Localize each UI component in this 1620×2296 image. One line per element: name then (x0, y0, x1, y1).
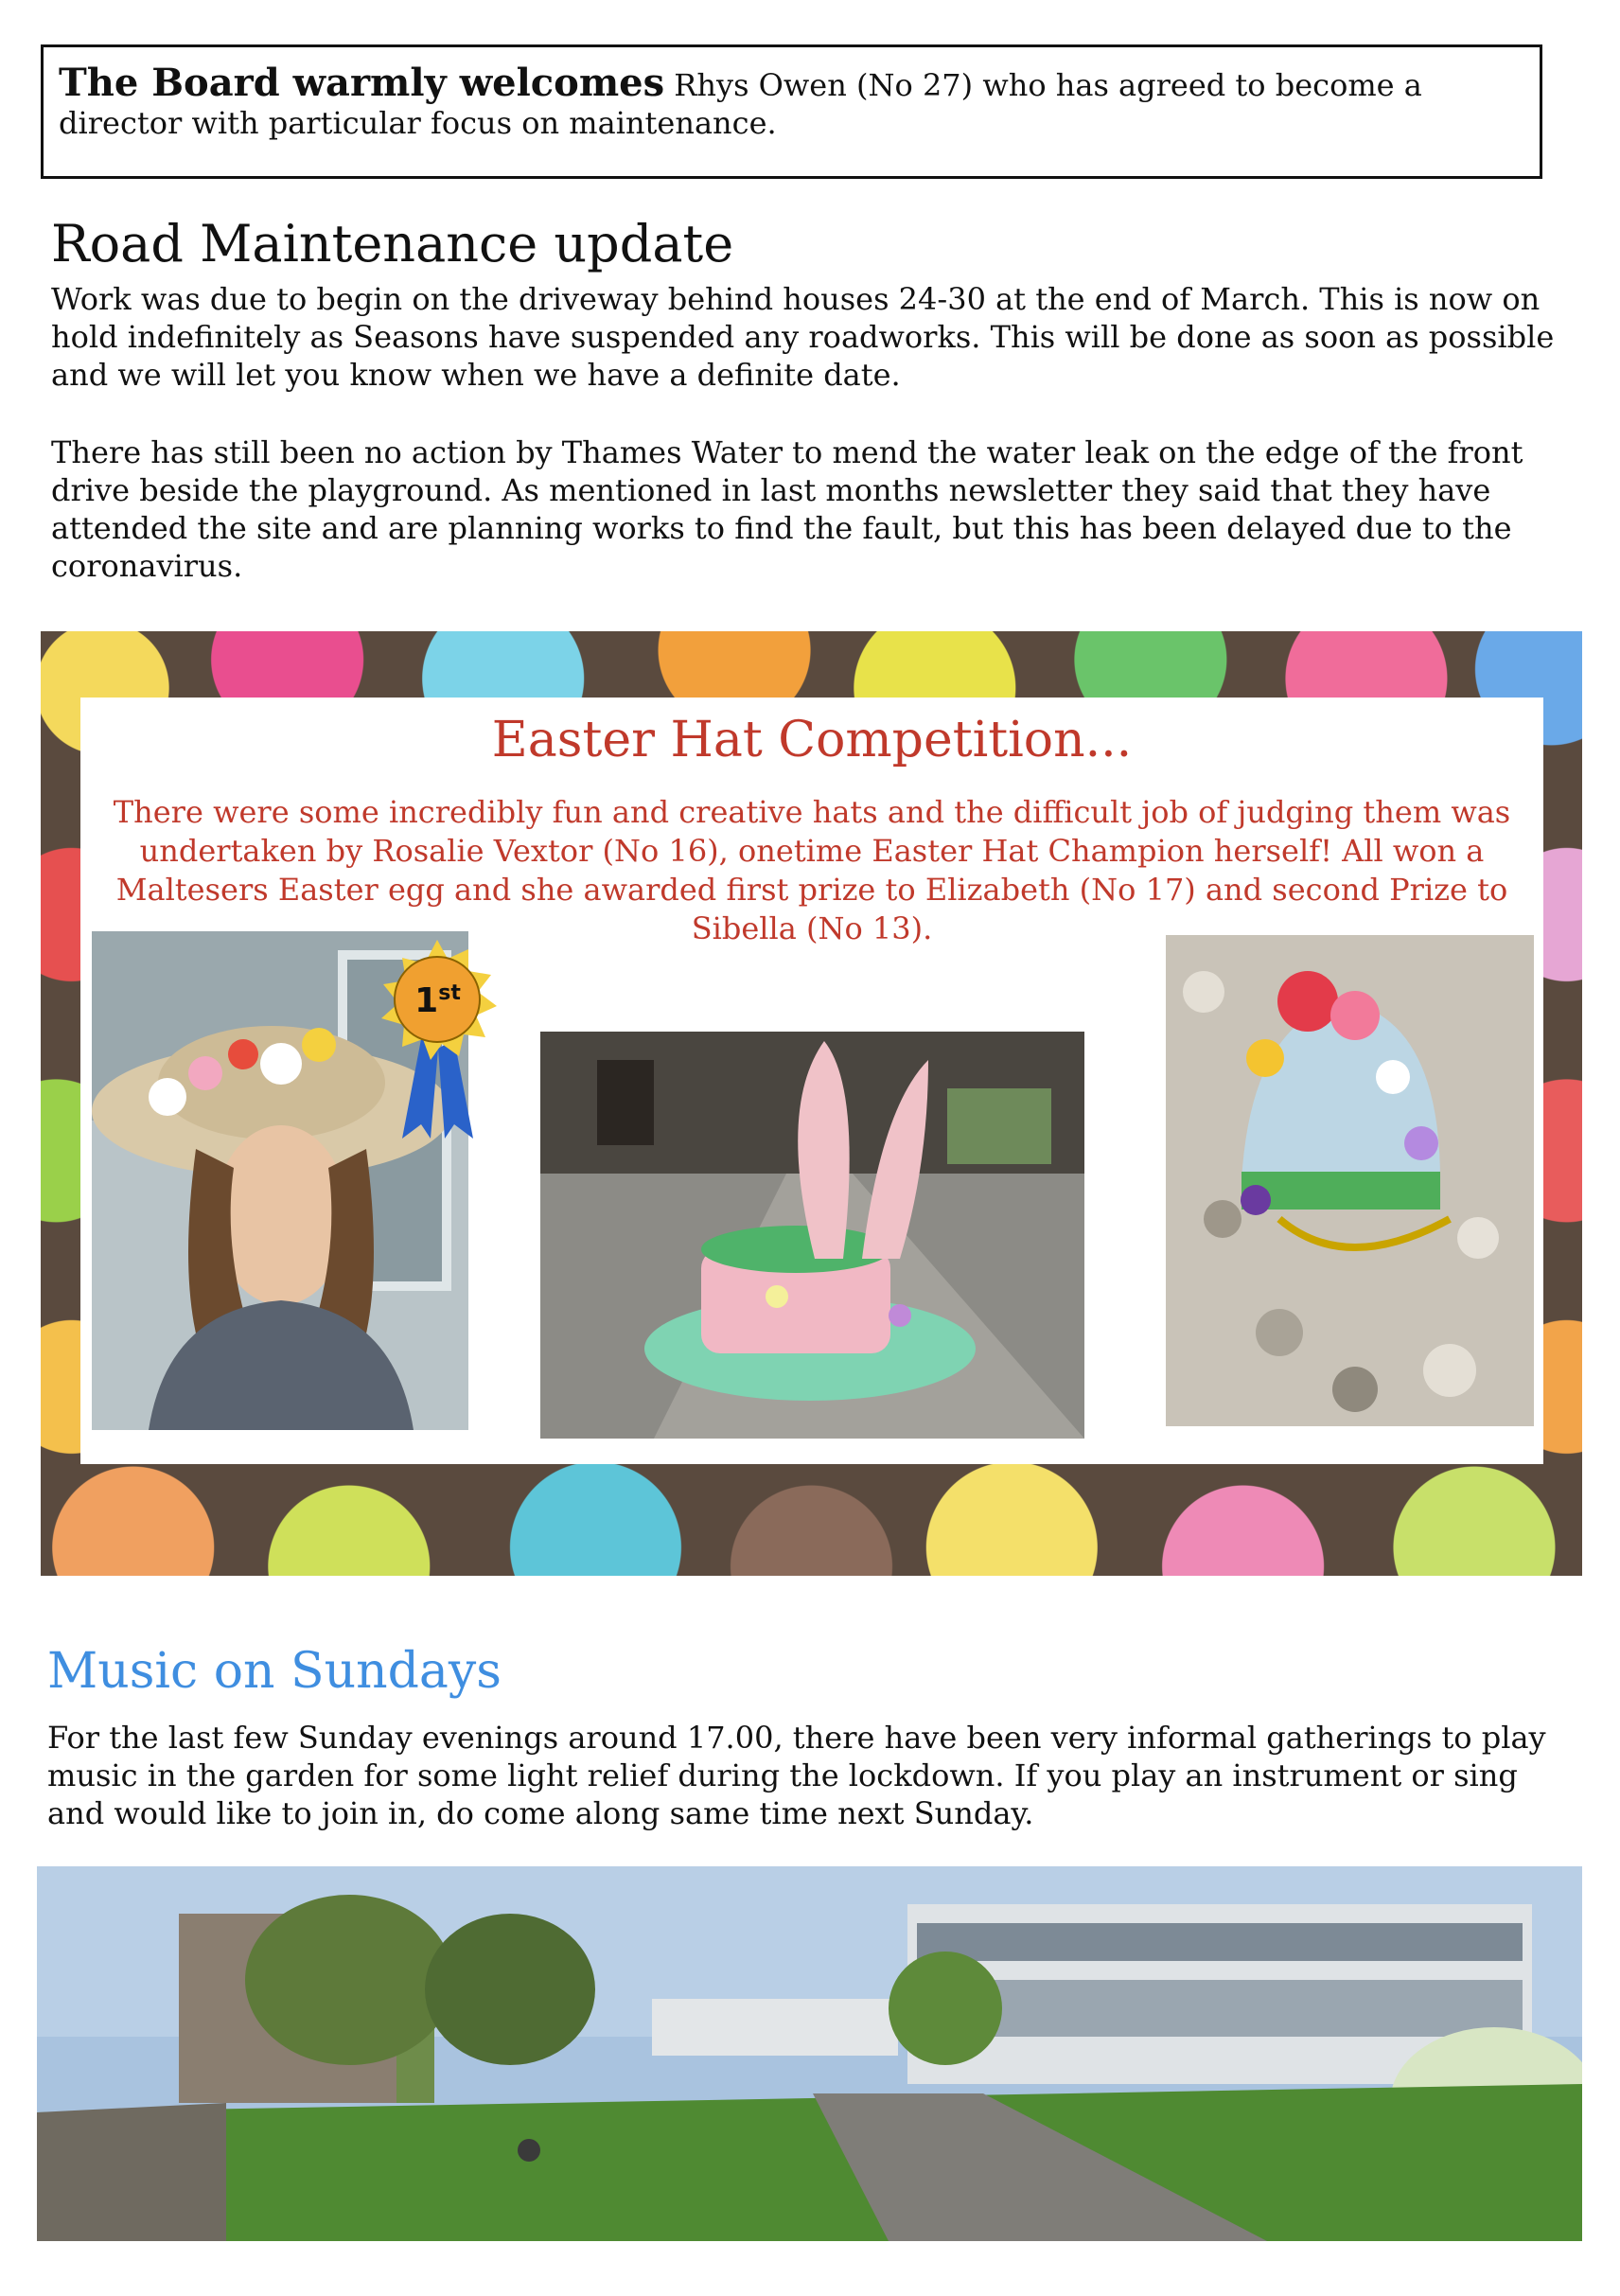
music-heading: Music on Sundays (47, 1643, 502, 1700)
easter-heading: Easter Hat Competition... (491, 712, 1133, 768)
welcome-box (41, 44, 1542, 179)
road-paragraph-1: Work was due to begin on the driveway behind houses 24-30 at the end of March. This is now on hold indefinitely as Seasons have suspended any roadworks. This will be done as soon as possible and we will let you know when we have a definite date. (51, 281, 1555, 393)
bunny-hat-photo (540, 1032, 1084, 1439)
egg-hat-photo (1166, 935, 1534, 1426)
road-maintenance-heading: Road Maintenance update (51, 214, 734, 274)
road-paragraph-2: There has still been no action by Thames Water to mend the water leak on the edge of the front drive beside the playground. As mentioned in last months newsletter they said that they have attended the site and are planning works to find the fault, but this has been delayed due to the coronavirus. (51, 434, 1523, 584)
first-prize-rosette-icon (374, 935, 502, 1143)
rosette-label: 1st (414, 981, 461, 1020)
welcome-text: Rhys Owen (No 27) who has agreed to become a director with particular focus on maintenance. (59, 67, 1422, 141)
music-paragraph: For the last few Sunday evenings around 17.00, there have been very informal gatherings to play music in the garden for some light relief during the lockdown. If you play an instrument or sing and would like to join in, do come along same time next Sunday. (47, 1720, 1546, 1831)
easter-text: There were some incredibly fun and creative hats and the difficult job of judging them was undertaken by Rosalie Vextor (No 16), onetime Easter Hat Champion herself! All won a Maltesers Easter egg and she awarded first prize to Elizabeth (No 17) and second Prize to Sibella (No 13). (113, 794, 1511, 946)
welcome-lead: The Board warmly welcomes (59, 61, 665, 105)
garden-panorama-photo (37, 1866, 1582, 2241)
